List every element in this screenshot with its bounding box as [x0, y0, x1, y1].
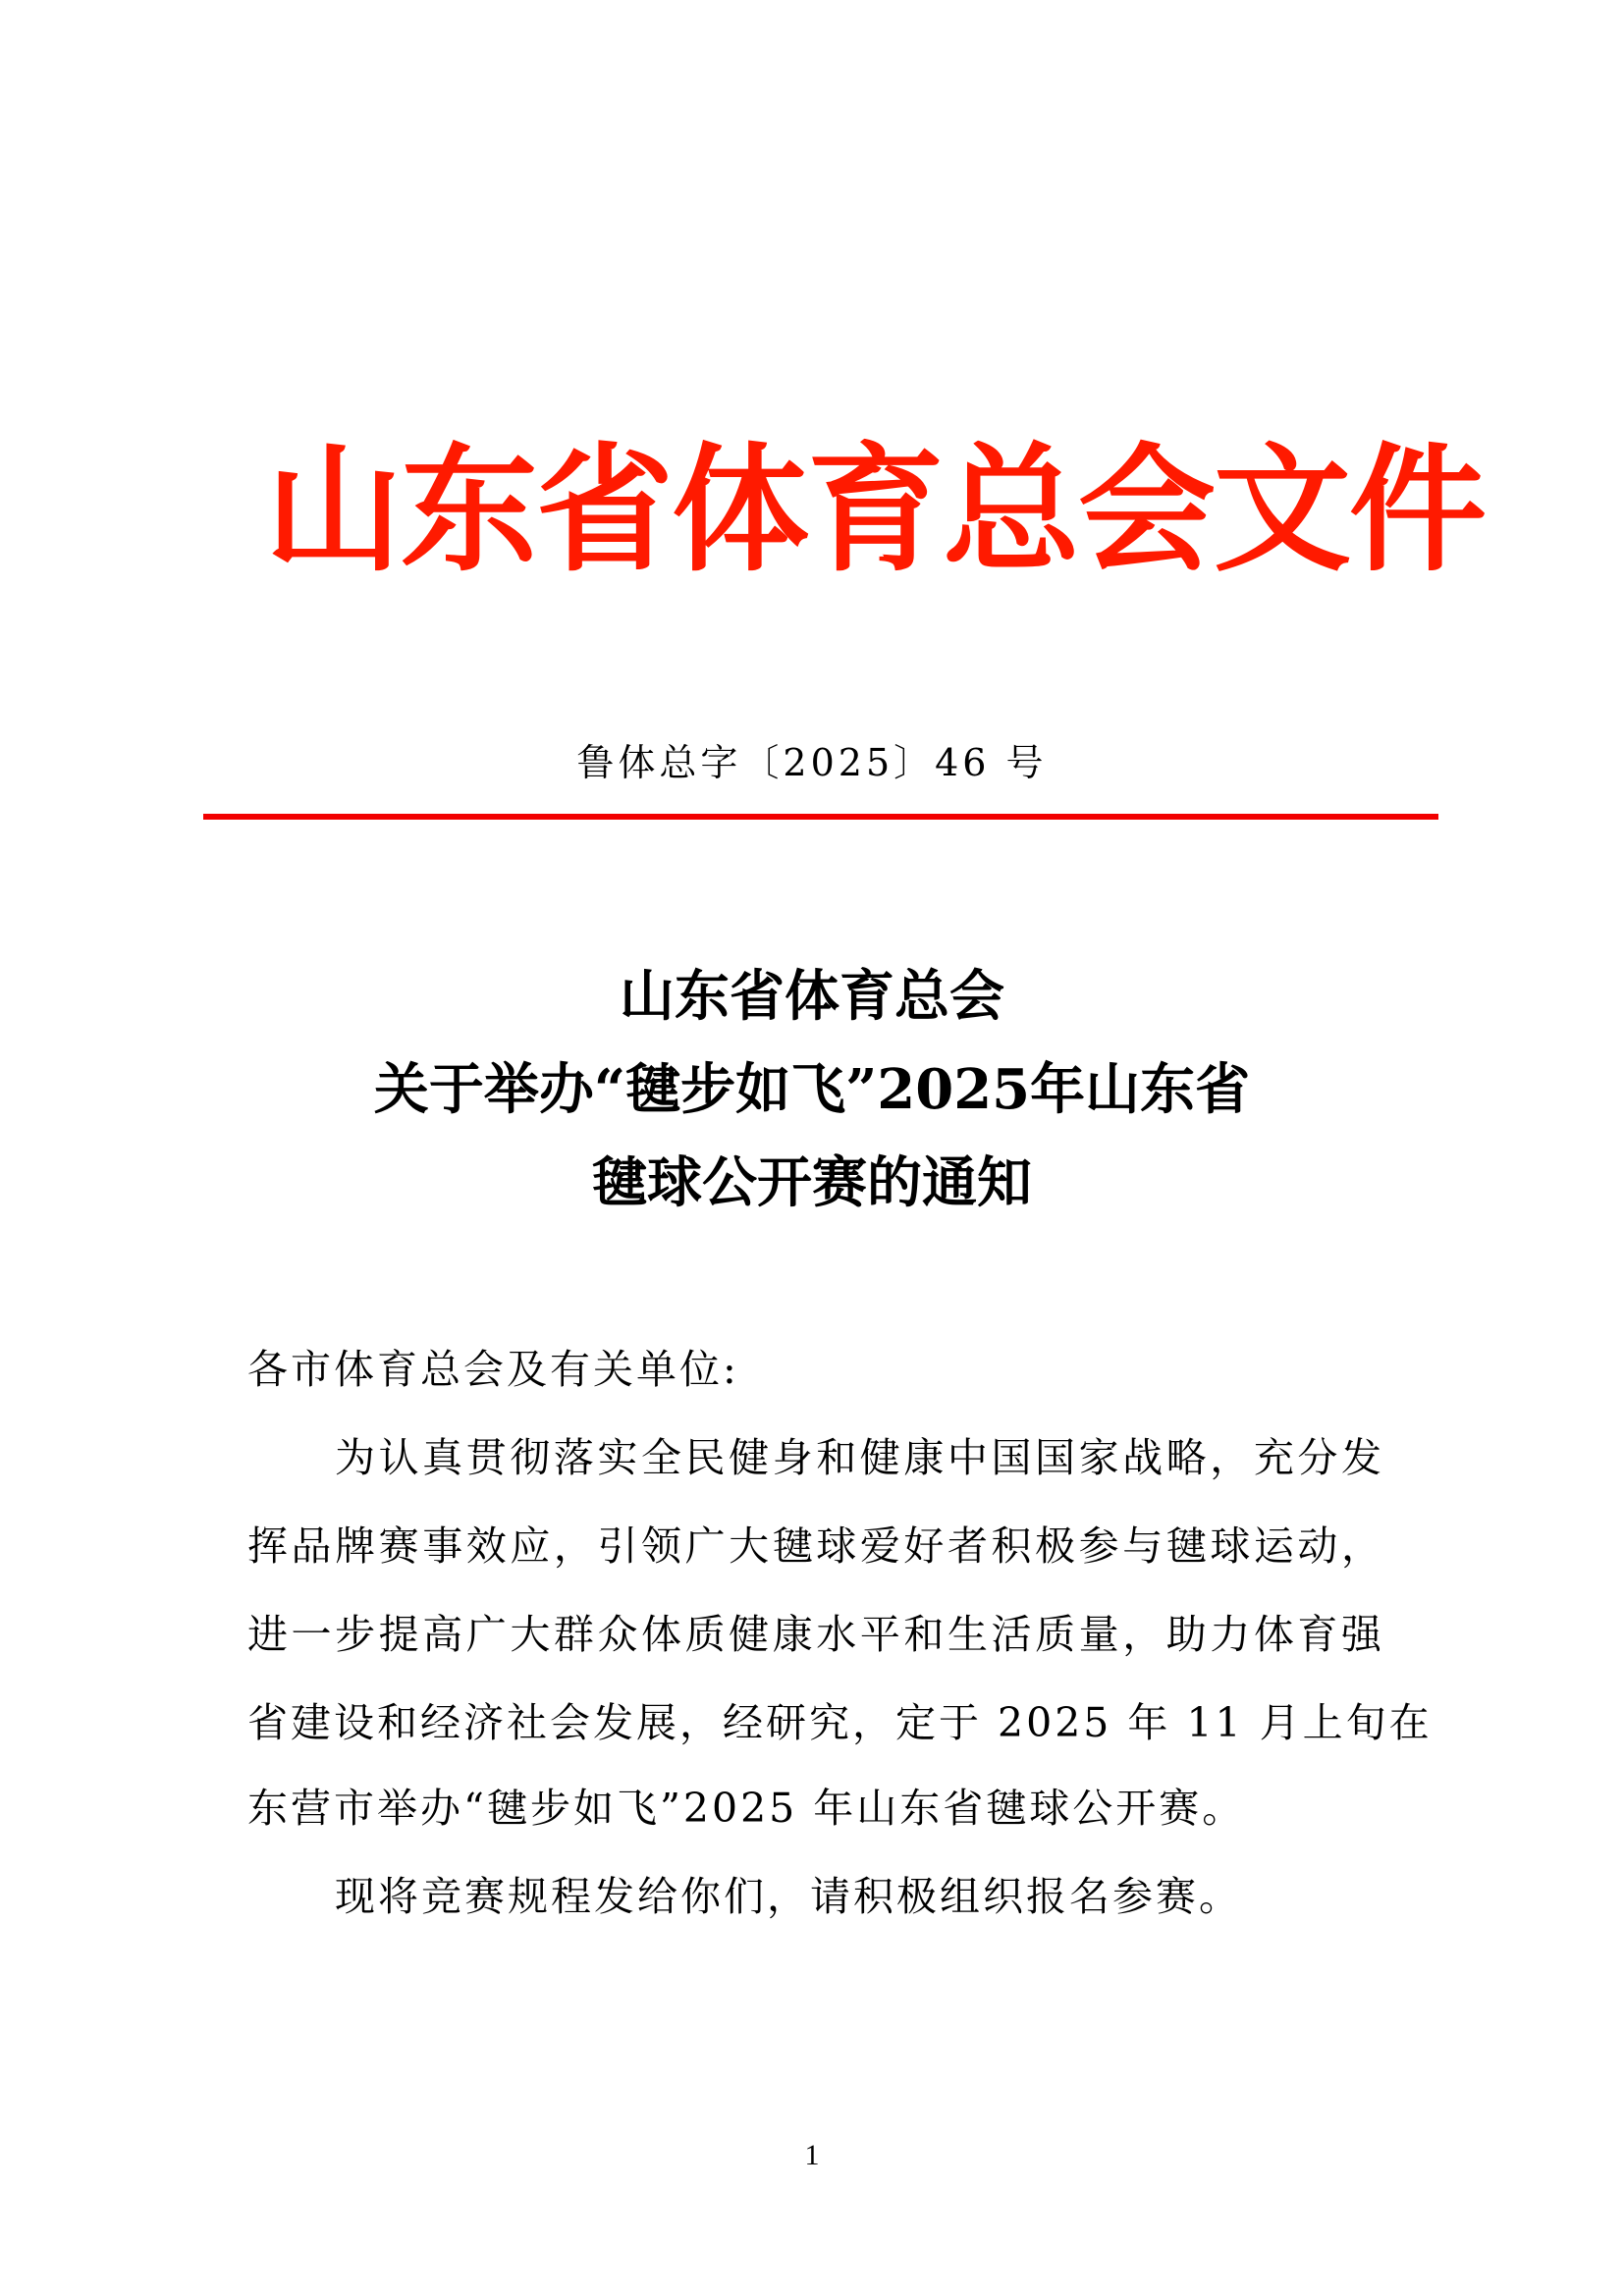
- title-line-1: 山东省体育总会: [620, 964, 1004, 1029]
- salutation: 各市体育总会及有关单位:: [247, 1346, 739, 1393]
- body-line: 进一步提高广大群众体质健康水平和生活质量，助力体育强: [247, 1611, 1384, 1658]
- title-line-3: 毽球公开赛的通知: [592, 1150, 1032, 1215]
- body-line: 东营市举办“毽步如飞”2025 年山东省毽球公开赛。: [247, 1785, 1246, 1832]
- document-number: 鲁体总字〔2025〕46 号: [576, 741, 1048, 784]
- title-line-2: 关于举办“毽步如飞”2025年山东省: [373, 1057, 1251, 1122]
- body-line: 为认真贯彻落实全民健身和健康中国国家战略，充分发: [335, 1434, 1384, 1481]
- page-number: 1: [804, 2139, 820, 2171]
- red-divider: [203, 814, 1438, 820]
- body-line: 挥品牌赛事效应，引领广大毽球爱好者积极参与毽球运动，: [247, 1522, 1384, 1570]
- closing-line: 现将竞赛规程发给你们，请积极组织报名参赛。: [335, 1873, 1242, 1920]
- document-masthead: 山东省体育总会文件: [265, 430, 1486, 591]
- body-line: 省建设和经济社会发展，经研究，定于 2025 年 11 月上旬在: [247, 1699, 1433, 1746]
